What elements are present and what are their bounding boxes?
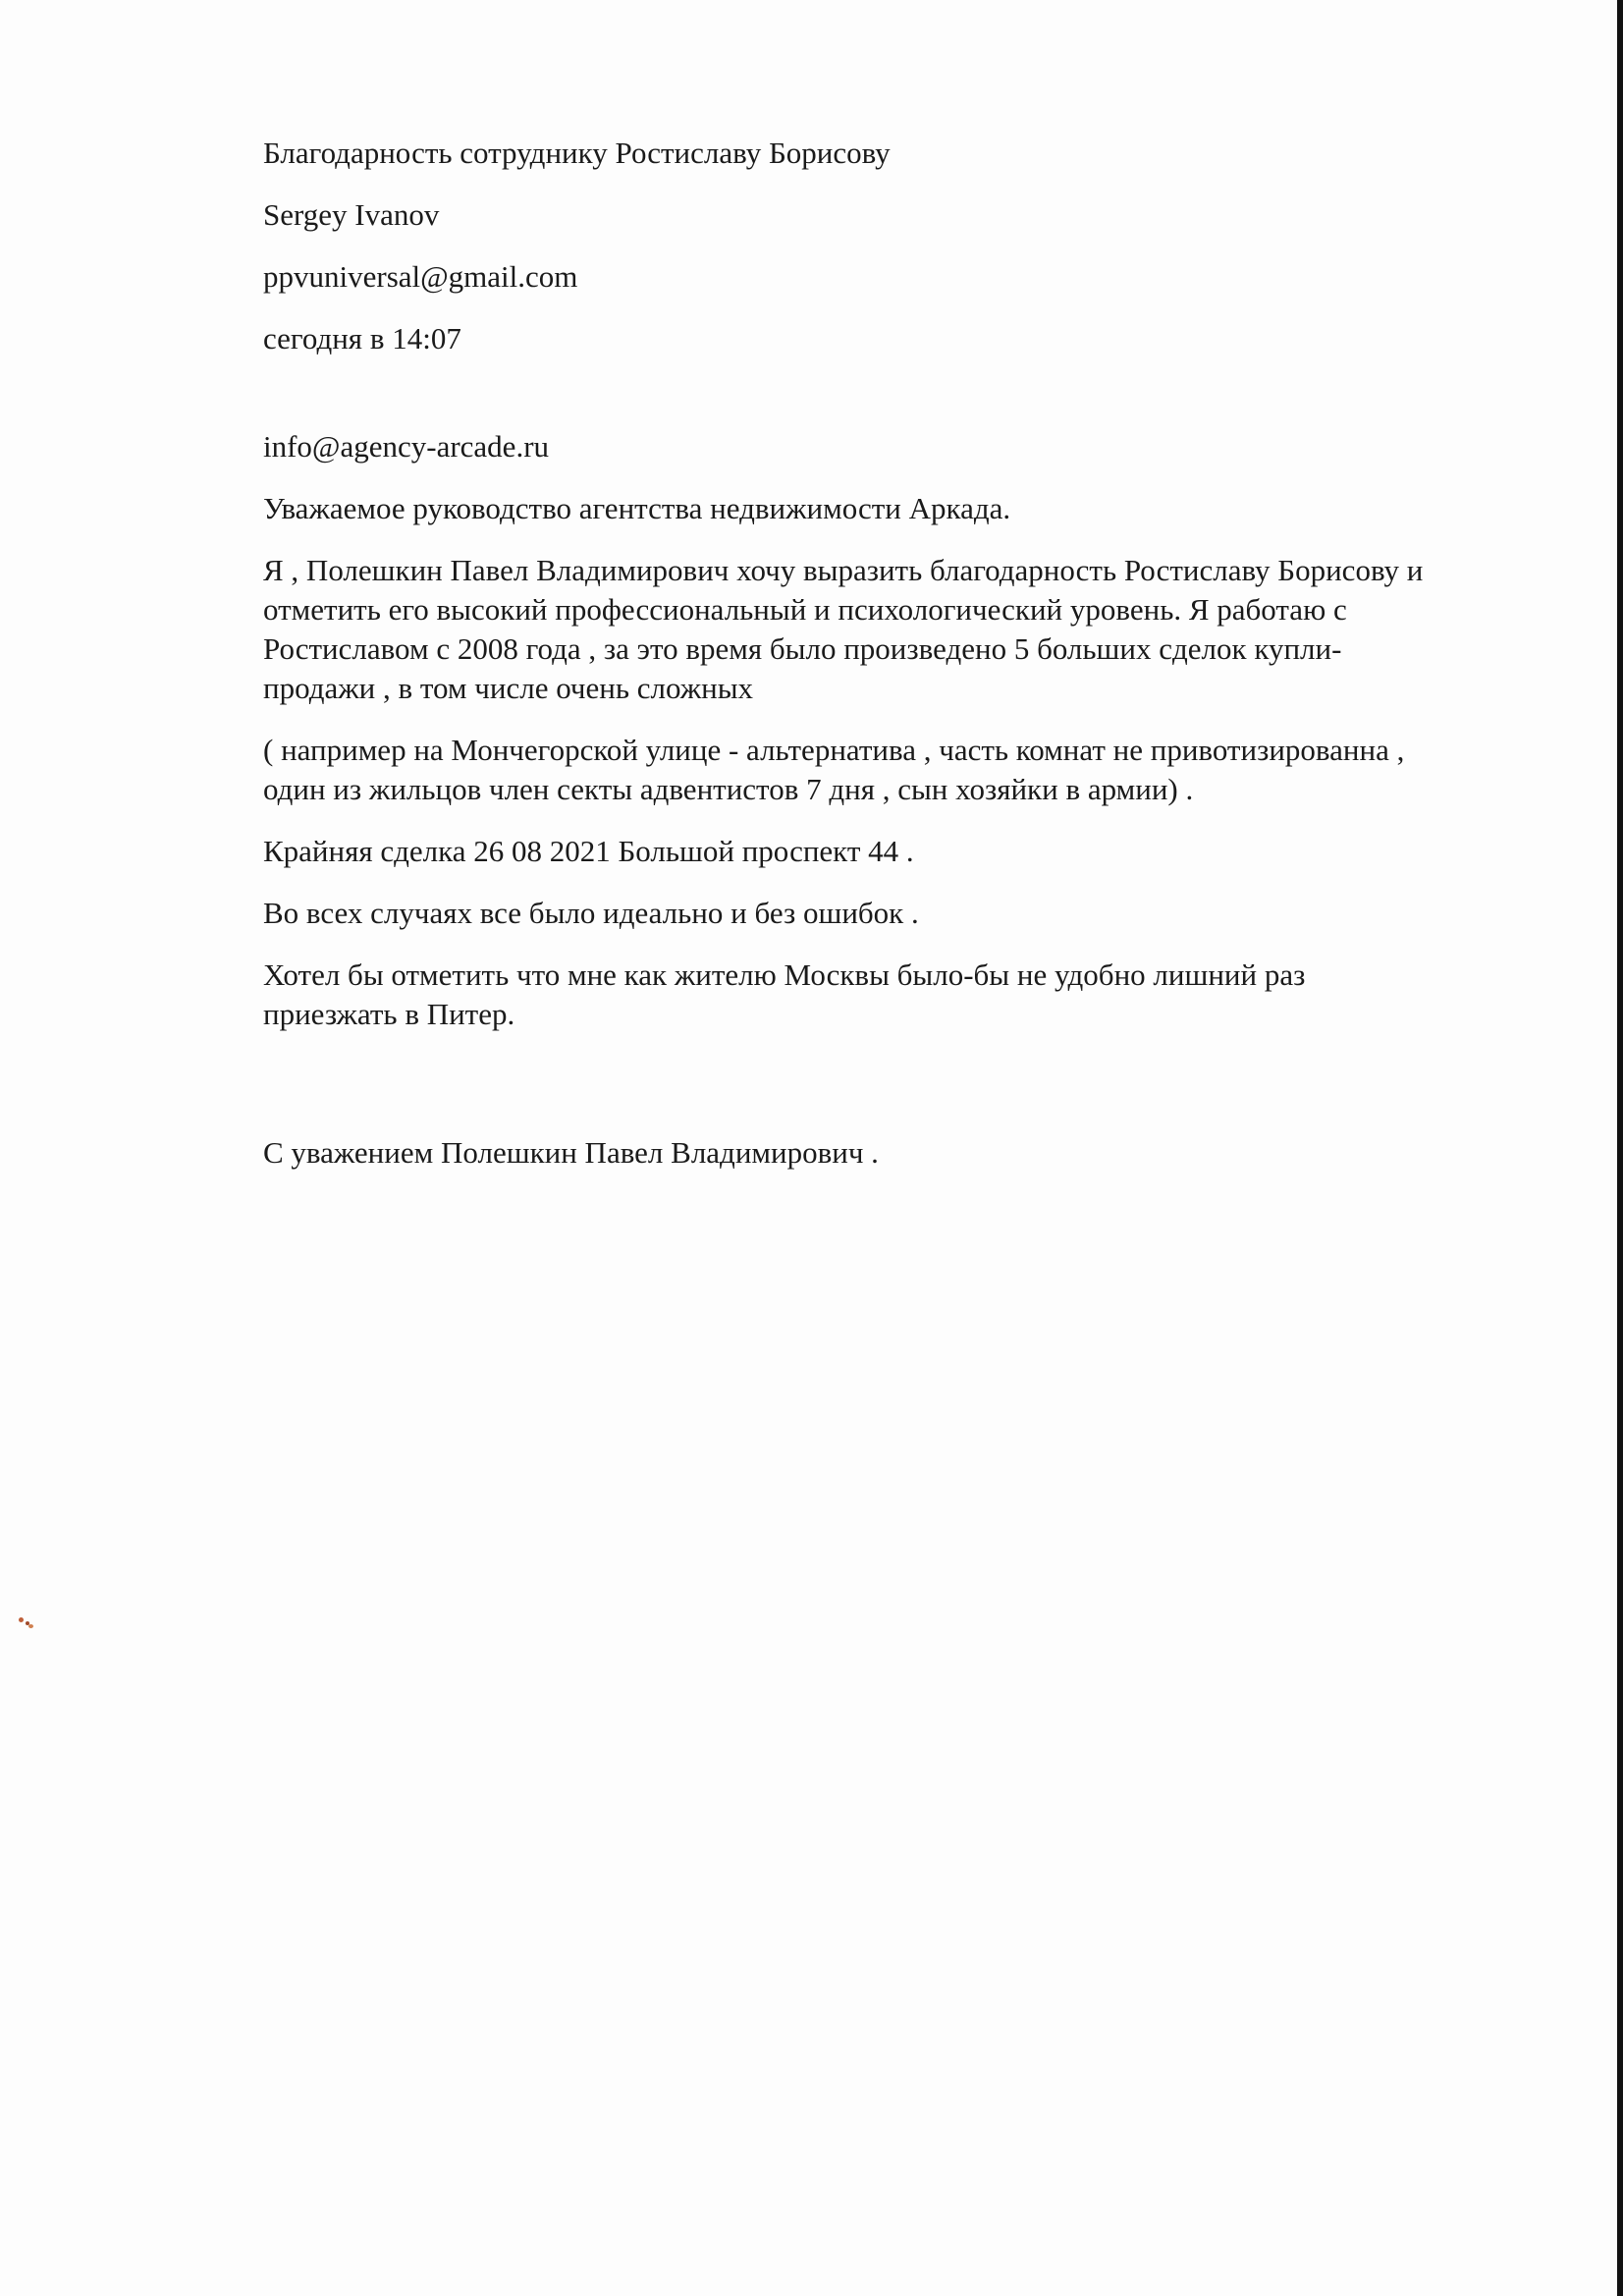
recipient-email: info@agency-arcade.ru (263, 429, 550, 464)
paragraph-gratitude (263, 551, 1530, 708)
received-time: сегодня в 14:07 (263, 321, 461, 355)
spacer (263, 1057, 1530, 1133)
salutation: Уважаемое руководство агентства недвижимости Аркада. (263, 491, 1011, 525)
paragraph-line: отметить его высокий профессиональный и психологический уровень. Я работаю с (263, 592, 1347, 627)
paragraph-line: ( например на Мончегорской улице - альтернатива , часть комнат не привотизированна , (263, 733, 1405, 767)
paragraph-example (263, 731, 1530, 809)
paragraph-line: один из жильцов член секты адвентистов 7 дня , сын хозяйки в армии) . (263, 772, 1194, 806)
paragraph-moscow (263, 956, 1530, 1034)
signoff-line: С уважением Полешкин Павел Владимирович . (263, 1135, 879, 1170)
scan-speck (19, 1615, 34, 1629)
spacer (263, 358, 1530, 427)
letter (263, 134, 1530, 1173)
all-cases-line: Во всех случаях все было идеально и без ошибок . (263, 896, 919, 930)
scan-edge (1617, 0, 1623, 2296)
subject-line: Благодарность сотруднику Ростиславу Борисову (263, 136, 891, 170)
last-deal-line: Крайняя сделка 26 08 2021 Большой проспект 44 . (263, 834, 914, 868)
sender-name: Sergey Ivanov (263, 197, 440, 232)
paragraph-line: Ростиславом с 2008 года , за это время было произведено 5 больших сделок купли- (263, 631, 1342, 666)
sender-email: ppvuniversal@gmail.com (263, 259, 578, 294)
paragraph-line: Хотел бы отметить что мне как жителю Москвы было-бы не удобно лишний раз (263, 957, 1306, 992)
paragraph-line: приезжать в Питер. (263, 997, 515, 1031)
paragraph-line: продажи , в том числе очень сложных (263, 671, 754, 705)
paragraph-line: Я , Полешкин Павел Владимирович хочу выразить благодарность Ростиславу Борисову и (263, 553, 1424, 587)
